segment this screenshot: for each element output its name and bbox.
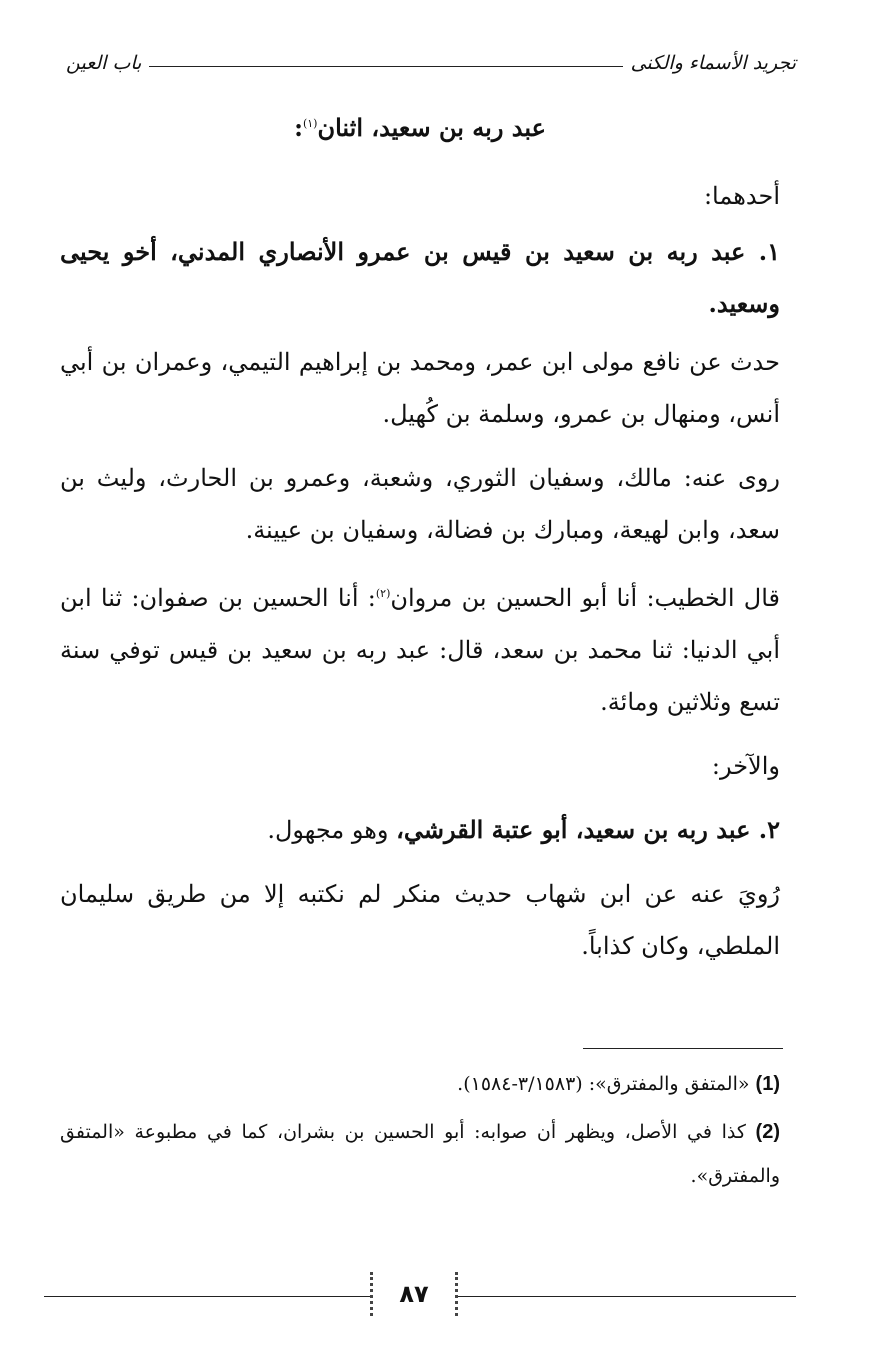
- running-header: [66, 48, 796, 78]
- footnote-ref-2: (٢): [375, 587, 391, 600]
- book-title: تجريد الأسماء والكنى: [630, 52, 796, 74]
- footnote-2: (2) كذا في الأصل، ويظهر أن صوابه: أبو الحسين بن بشران، كما في مطبوعة «المتفق والمفترق».: [60, 1121, 781, 1187]
- entry-1-teachers: حدث عن نافع مولى ابن عمر، ومحمد بن إبراهيم التيمي، وعمران بن أبي أنس، ومنهال بن عمرو، وسلمة بن كُهيل.: [60, 348, 780, 428]
- entry-2-text: رُويَ عنه عن ابن شهاب حديث منكر لم نكتبه إلا من طريق سليمان الملطي، وكان كذاباً.: [60, 880, 780, 960]
- footnote-1: (1) «المتفق والمفترق»: (٣/١٥٨٣-١٥٨٤).: [457, 1073, 780, 1095]
- section-heading: عبد ربه بن سعيد، اثنان$^{(١)}$:: [294, 113, 546, 142]
- second-label: والآخر:: [711, 752, 780, 780]
- main-text: [60, 100, 780, 972]
- entry-1-students: روى عنه: مالك، وسفيان الثوري، وشعبة، وعمرو بن الحارث، وليث بن سعد، وابن لهيعة، ومبارك بن فضالة، وسفيان بن عيينة.: [60, 464, 780, 544]
- footnote-separator: [583, 1048, 783, 1049]
- entry-2-title: ٢. عبد ربه بن سعيد، أبو عتبة القرشي، وهو مجهول.: [267, 815, 780, 844]
- header-rule: [149, 66, 622, 67]
- bottom-rule-right: [458, 1296, 796, 1297]
- entry-1-title: ١. عبد ربه بن سعيد بن قيس بن عمرو الأنصاري المدني، أخو يحيى وسعيد.: [60, 237, 780, 318]
- bottom-rule-left: [44, 1296, 370, 1297]
- entry-1-death-report: قال الخطيب: أنا أبو الحسين بن مروان$^{(٢)}$: أنا الحسين بن صفوان: ثنا ابن أبي الدنيا: ثنا محمد بن سعد، قال: عبد ربه بن سعيد بن قيس توفي سنة تسع وثلاثين ومائة.: [60, 584, 780, 716]
- chapter-title: باب العين: [66, 52, 142, 74]
- first-label: أحدهما:: [703, 182, 780, 210]
- footnotes: [60, 1062, 780, 1202]
- page-number: ٨٧: [370, 1272, 458, 1316]
- footnote-ref-1: (١): [302, 117, 318, 130]
